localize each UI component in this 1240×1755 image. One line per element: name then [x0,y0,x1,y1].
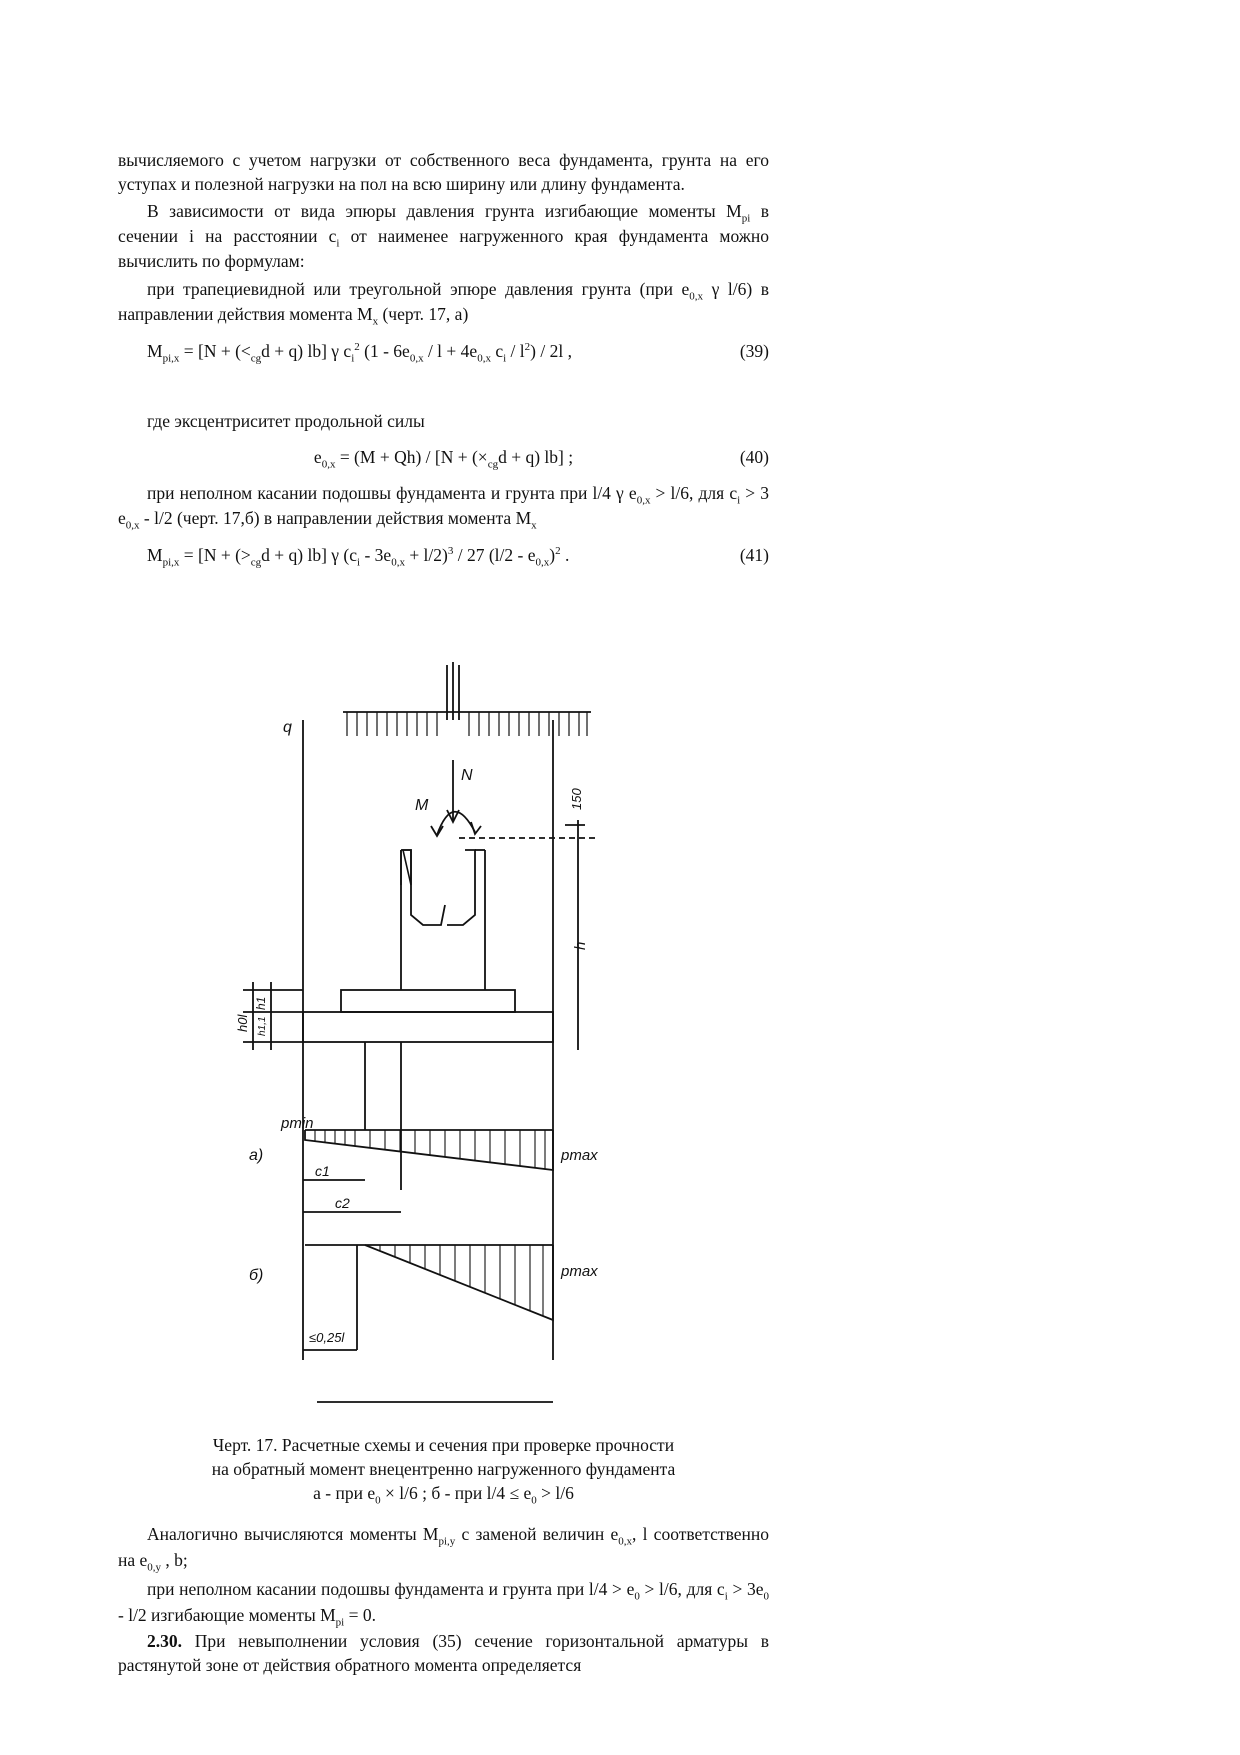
diagram-b-outline [365,1245,553,1320]
moment-arrowhead-left [431,826,443,836]
caption-line-1: Черт. 17. Расчетные схемы и сечения при проверке прочности [212,1435,675,1455]
text-block-bottom [118,1521,769,1677]
paragraph-6: Аналогично вычисляются моменты $M_{pi,y}$ с заменой величин $e_{0,x}$, l соответственно на $e_{0,y}$ , b; [118,1524,769,1574]
equation-40-number: (40) [739,447,769,467]
text-block-top [118,148,769,575]
label-n: N [461,767,473,784]
label-a: а) [249,1147,264,1164]
figure-17-drawing [225,660,645,1420]
equation-39-expression: $M_{pi,x} = [N + (<_{cg}d + q)$ lb] γ $c_i^2$ ($1 - 6e_{0,x} / l + 4e_{0,x}$ $c_i / l^2) / 2l$ , [147,341,572,365]
q-load-arrows [347,712,587,736]
label-h11: h1,1 [257,1016,268,1036]
caption-line-2: на обратный момент внецентренно нагруженного фундамента [211,1459,676,1479]
label-pmax-b: pmax [561,1263,598,1280]
figure-caption [118,1433,769,1505]
label-025l: ≤0,25l [309,1330,345,1345]
footing-step-1 [341,990,515,1012]
label-m: M [415,797,429,814]
equation-40-expression: $e_{0,x} = (M + Qh) / [N + (\times_{cg}d + q)$ lb] ; [313,447,574,471]
paragraph-7: при неполном касании подошвы фундамента и грунта при $l/4 > e_0 > l/6$, для $c_i > 3e_0 - l/2$ изгибающие моменты $M_{pi} = 0$. [118,1579,769,1629]
caption-line-3: а - при $e_0 \times l/6$ ; б - при $l/4 \le e_0 > l/6$ [313,1483,574,1507]
paragraph-5: при неполном касании подошвы фундамента и грунта при l/4 γ $e_{0,x} > l/6$, для $c_i > 3$ $e_{0,x} - l/2$ (черт. 17,б) в направлении действия момента $M_x$ [118,483,770,532]
equation-39 [118,331,769,371]
paragraph-2: В зависимости от вида эпюры давления грунта изгибающие моменты $M_{pi}$ в сечении i на расстоянии $c_i$ от наименее нагруженного края фундамента можно вычислить по формулам: [118,201,769,271]
diagram-a-hatch [315,1130,545,1169]
socket-inner-right [447,850,475,925]
diagram-a-outline [305,1130,553,1170]
label-h0l: h0l [235,1014,250,1032]
label-h1: h1 [254,996,268,1010]
label-c1: c1 [315,1163,330,1179]
label-150: 150 [569,788,584,810]
equation-40 [118,437,769,477]
paragraph-8: 2.30. При невыполнении условия (35) сечение горизонтальной арматуры в растянутой зоне от действия обратного момента определяется [118,1631,769,1675]
socket-inner-left [401,850,445,925]
equation-41-number: (41) [739,545,769,565]
equation-41 [118,535,769,575]
footing-base [303,1012,553,1042]
paragraph-3: при трапециевидной или треугольной эпюре давления грунта (при $e_{0,x}$ γ l/6) в направлении действия момента $M_x$ (черт. 17, а) [118,279,769,328]
label-pmax-a: pmax [561,1147,598,1164]
moment-arrowhead-right [471,822,481,834]
socket-wall-left [401,850,411,885]
label-c2: c2 [335,1195,350,1211]
label-pmin: pmin [281,1115,314,1132]
equation-39-number: (39) [739,341,769,361]
paragraph-1: вычисляемого с учетом нагрузки от собственного веса фундамента, грунта на его уступах и полезной нагрузки на пол на всю ширину или длину фундамента. [118,150,769,194]
label-q: q [283,719,292,736]
equation-41-expression: $M_{pi,x} = [N + (>_{cg}d + q)$ lb] γ $(c_i - 3e_{0,x} + l/2)^3 / 27$ $(l/2 - e_{0,x})^2$ . [147,545,570,569]
label-b: б) [249,1267,264,1284]
paragraph-4: где эксцентриситет продольной силы [147,411,425,431]
label-h: h [572,941,589,950]
